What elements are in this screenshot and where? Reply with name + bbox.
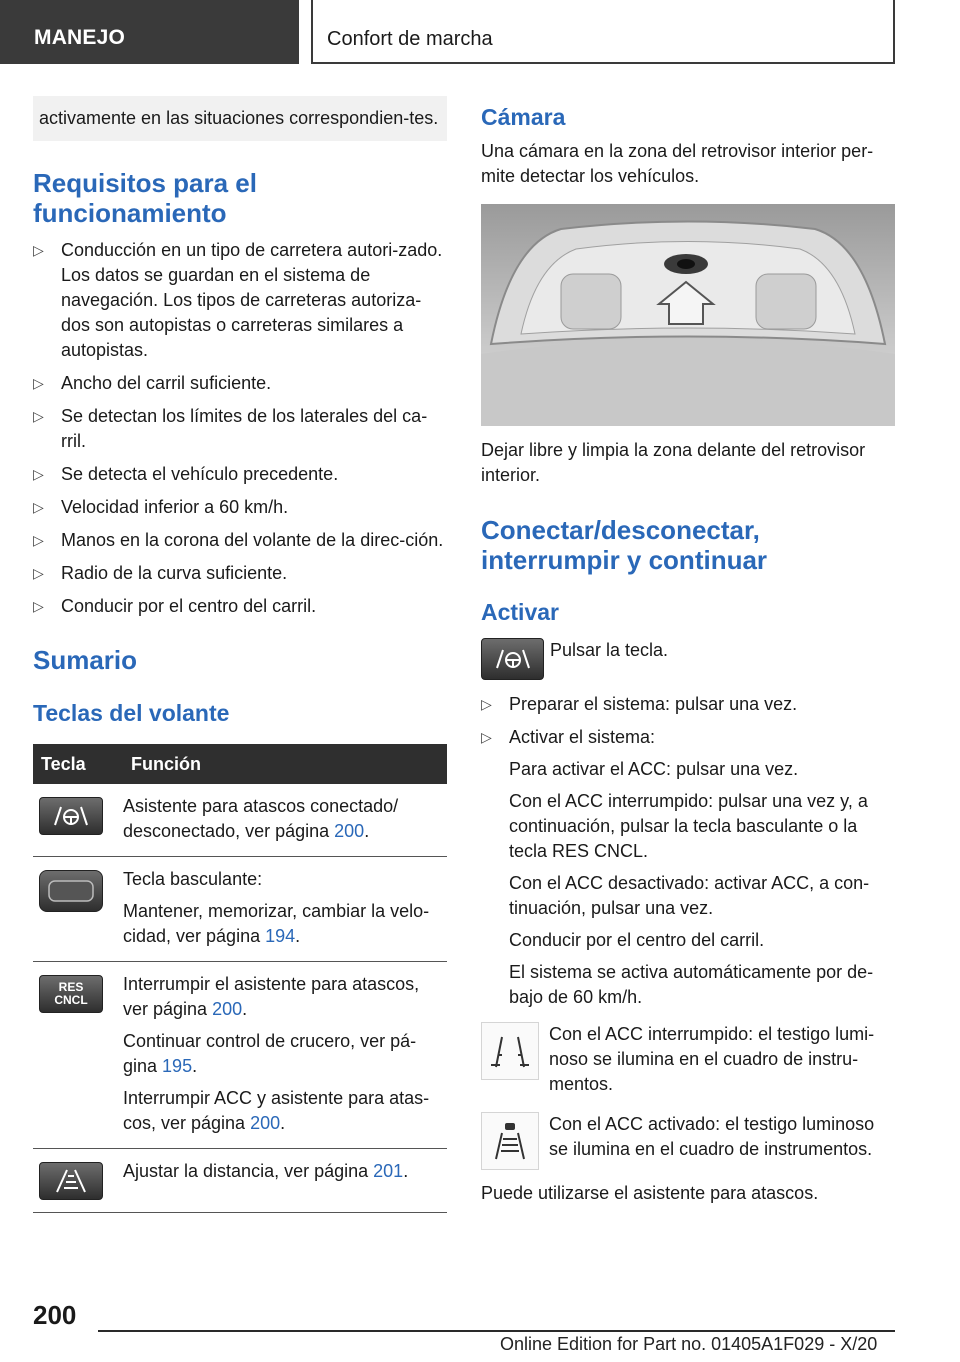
function-text: Mantener, memorizar, cambiar la velo-cidad, ver página [123,901,430,946]
function-line [123,1029,447,1079]
table-header-function: Función [123,744,447,784]
step-detail: Con el ACC desactivado: activar ACC, a con-tinuación, pulsar una vez. [509,873,870,918]
punctuation: . [295,926,301,946]
function-line [123,1086,447,1136]
requirement-item [33,528,447,553]
key-label: RES [58,980,84,994]
acc-active-indicator-icon [481,1112,539,1170]
table-header-key: Tecla [33,744,123,784]
acc-interrupted-indicator-icon [481,1022,539,1080]
requirement-text: Radio de la curva suficiente. [61,563,288,583]
bullet-triangle-icon: ▷ [481,729,492,745]
bullet-triangle-icon: ▷ [33,499,44,515]
step-detail: El sistema se activa automáticamente por de-bajo de 60 km/h. [509,962,874,1007]
section-tab [0,0,299,64]
function-text: Continuar control de crucero, ver pá-gina [123,1031,417,1076]
bullet-triangle-icon: ▷ [33,565,44,581]
chapter-title: Confort de marcha [327,28,493,50]
function-text: Interrumpir ACC y asistente para atas-cos, ver página [123,1088,430,1133]
camera-heading: Cámara [481,104,566,130]
step-detail: Conducir por el centro del carril. [509,930,765,950]
requirement-item [33,561,447,586]
function-line [123,972,447,1022]
key-cell [33,784,123,857]
indicator-active-text: Con el ACC activado: el testigo luminoso se ilumina en el cuadro de instrumentos. [549,1114,875,1159]
right-column [481,96,895,1206]
camera-caption: Dejar libre y limpia la zona delante del retrovisor interior. [481,440,866,485]
requirement-text: Velocidad inferior a 60 km/h. [61,497,289,517]
function-cell [123,784,447,857]
punctuation: . [280,1113,286,1133]
function-line [123,899,447,949]
function-line [123,1159,447,1184]
requirement-item [33,495,447,520]
step-detail: Para activar el ACC: pulsar una vez. [509,759,799,779]
punctuation: . [242,999,248,1019]
bullet-triangle-icon: ▷ [33,466,44,482]
requirement-text: Ancho del carril suficiente. [61,373,272,393]
requirements-list [33,238,447,619]
activate-steps-list [481,692,895,1010]
bullet-triangle-icon: ▷ [33,375,44,391]
requirements-heading: Requisitos para el funcionamiento [33,168,257,228]
activate-key-text: Pulsar la tecla. [550,640,669,660]
function-text: Interrumpir el asistente para atascos, ver página [123,974,420,1019]
page-link[interactable]: 195 [162,1056,193,1076]
bullet-triangle-icon: ▷ [33,532,44,548]
step-detail: Con el ACC interrumpido: pulsar una vez y, a continuación, pulsar la tecla basculante o la tecla RES CNCL. [509,791,868,861]
left-column [33,96,447,1213]
closing-text: Puede utilizarse el asistente para atascos. [481,1183,819,1203]
function-cell [123,857,447,962]
note-box [33,96,447,141]
assist-key-icon [481,638,544,680]
bullet-triangle-icon: ▷ [33,598,44,614]
indicator-interrupted-row [481,1022,895,1097]
requirement-item [33,238,447,363]
chapter-tab [311,0,895,64]
page-number: 200 [33,1300,77,1330]
steering-keys-table [33,744,447,1213]
edition-text: Online Edition for Part no. 01405A1F029 - X/20 [500,1334,878,1354]
table-row [33,784,447,857]
step-text: Preparar el sistema: pulsar una vez. [509,694,798,714]
requirement-text: Se detecta el vehículo precedente. [61,464,339,484]
requirement-text: Conducción en un tipo de carretera autori-zado. Los datos se guardan en el sistema de navegación. Los tipos de carreteras autoriza-dos son autopistas o carreteras similares a autopistas. [61,240,443,360]
table-row [33,962,447,1149]
indicator-interrupted-text: Con el ACC interrumpido: el testigo lumi-noso se ilumina en el cuadro de instru-mentos. [549,1024,875,1094]
function-line [123,794,447,844]
page-link[interactable]: 201 [373,1161,404,1181]
activate-step [481,725,895,1010]
requirement-text: Manos en la corona del volante de la direc-ción. [61,530,444,550]
windshield-camera-illustration [481,204,895,426]
bullet-triangle-icon: ▷ [33,408,44,424]
requirement-item [33,371,447,396]
requirement-text: Se detectan los límites de los laterales del ca-rril. [61,406,428,451]
bullet-triangle-icon: ▷ [33,242,44,258]
function-text: Tecla basculante: [123,869,263,889]
function-text: Ajustar la distancia, ver página [123,1161,374,1181]
table-row [33,1149,447,1213]
table-row [33,857,447,962]
res-cncl-key-icon [39,975,103,1013]
steering-keys-heading: Teclas del volante [33,700,230,726]
requirement-text: Conducir por el centro del carril. [61,596,317,616]
activate-step [481,692,895,717]
distance-key-icon [39,1162,103,1200]
page-link[interactable]: 200 [334,821,365,841]
note-text: activamente en las situaciones correspondien-tes. [39,108,439,128]
bullet-triangle-icon: ▷ [481,696,492,712]
function-cell [123,1149,447,1213]
key-cell [33,962,123,1149]
page-link[interactable]: 194 [265,926,296,946]
footer-rule [98,1330,895,1332]
indicator-active-row [481,1112,895,1170]
punctuation: . [364,821,370,841]
function-line [123,867,447,892]
key-cell [33,1149,123,1213]
page-link[interactable]: 200 [250,1113,281,1133]
connect-heading: Conectar/desconectar, interrumpir y continuar [481,515,768,575]
page-link[interactable]: 200 [212,999,243,1019]
punctuation: . [192,1056,198,1076]
rocker-key-icon [39,870,103,912]
activate-heading: Activar [481,599,559,625]
camera-photo [481,204,895,426]
function-cell [123,962,447,1149]
camera-text: Una cámara en la zona del retrovisor interior per-mite detectar los vehículos. [481,141,874,186]
section-title: MANEJO [34,26,126,49]
punctuation: . [403,1161,409,1181]
key-cell [33,857,123,962]
requirement-item [33,404,447,454]
function-text: Asistente para atascos conectado/ desconectado, ver página [123,796,399,841]
activate-key-row [481,638,895,680]
assist-key-icon [39,797,103,835]
requirement-item [33,462,447,487]
overview-heading: Sumario [33,645,138,675]
step-text: Activar el sistema: [509,727,656,747]
key-label: CNCL [54,993,88,1007]
requirement-item [33,594,447,619]
